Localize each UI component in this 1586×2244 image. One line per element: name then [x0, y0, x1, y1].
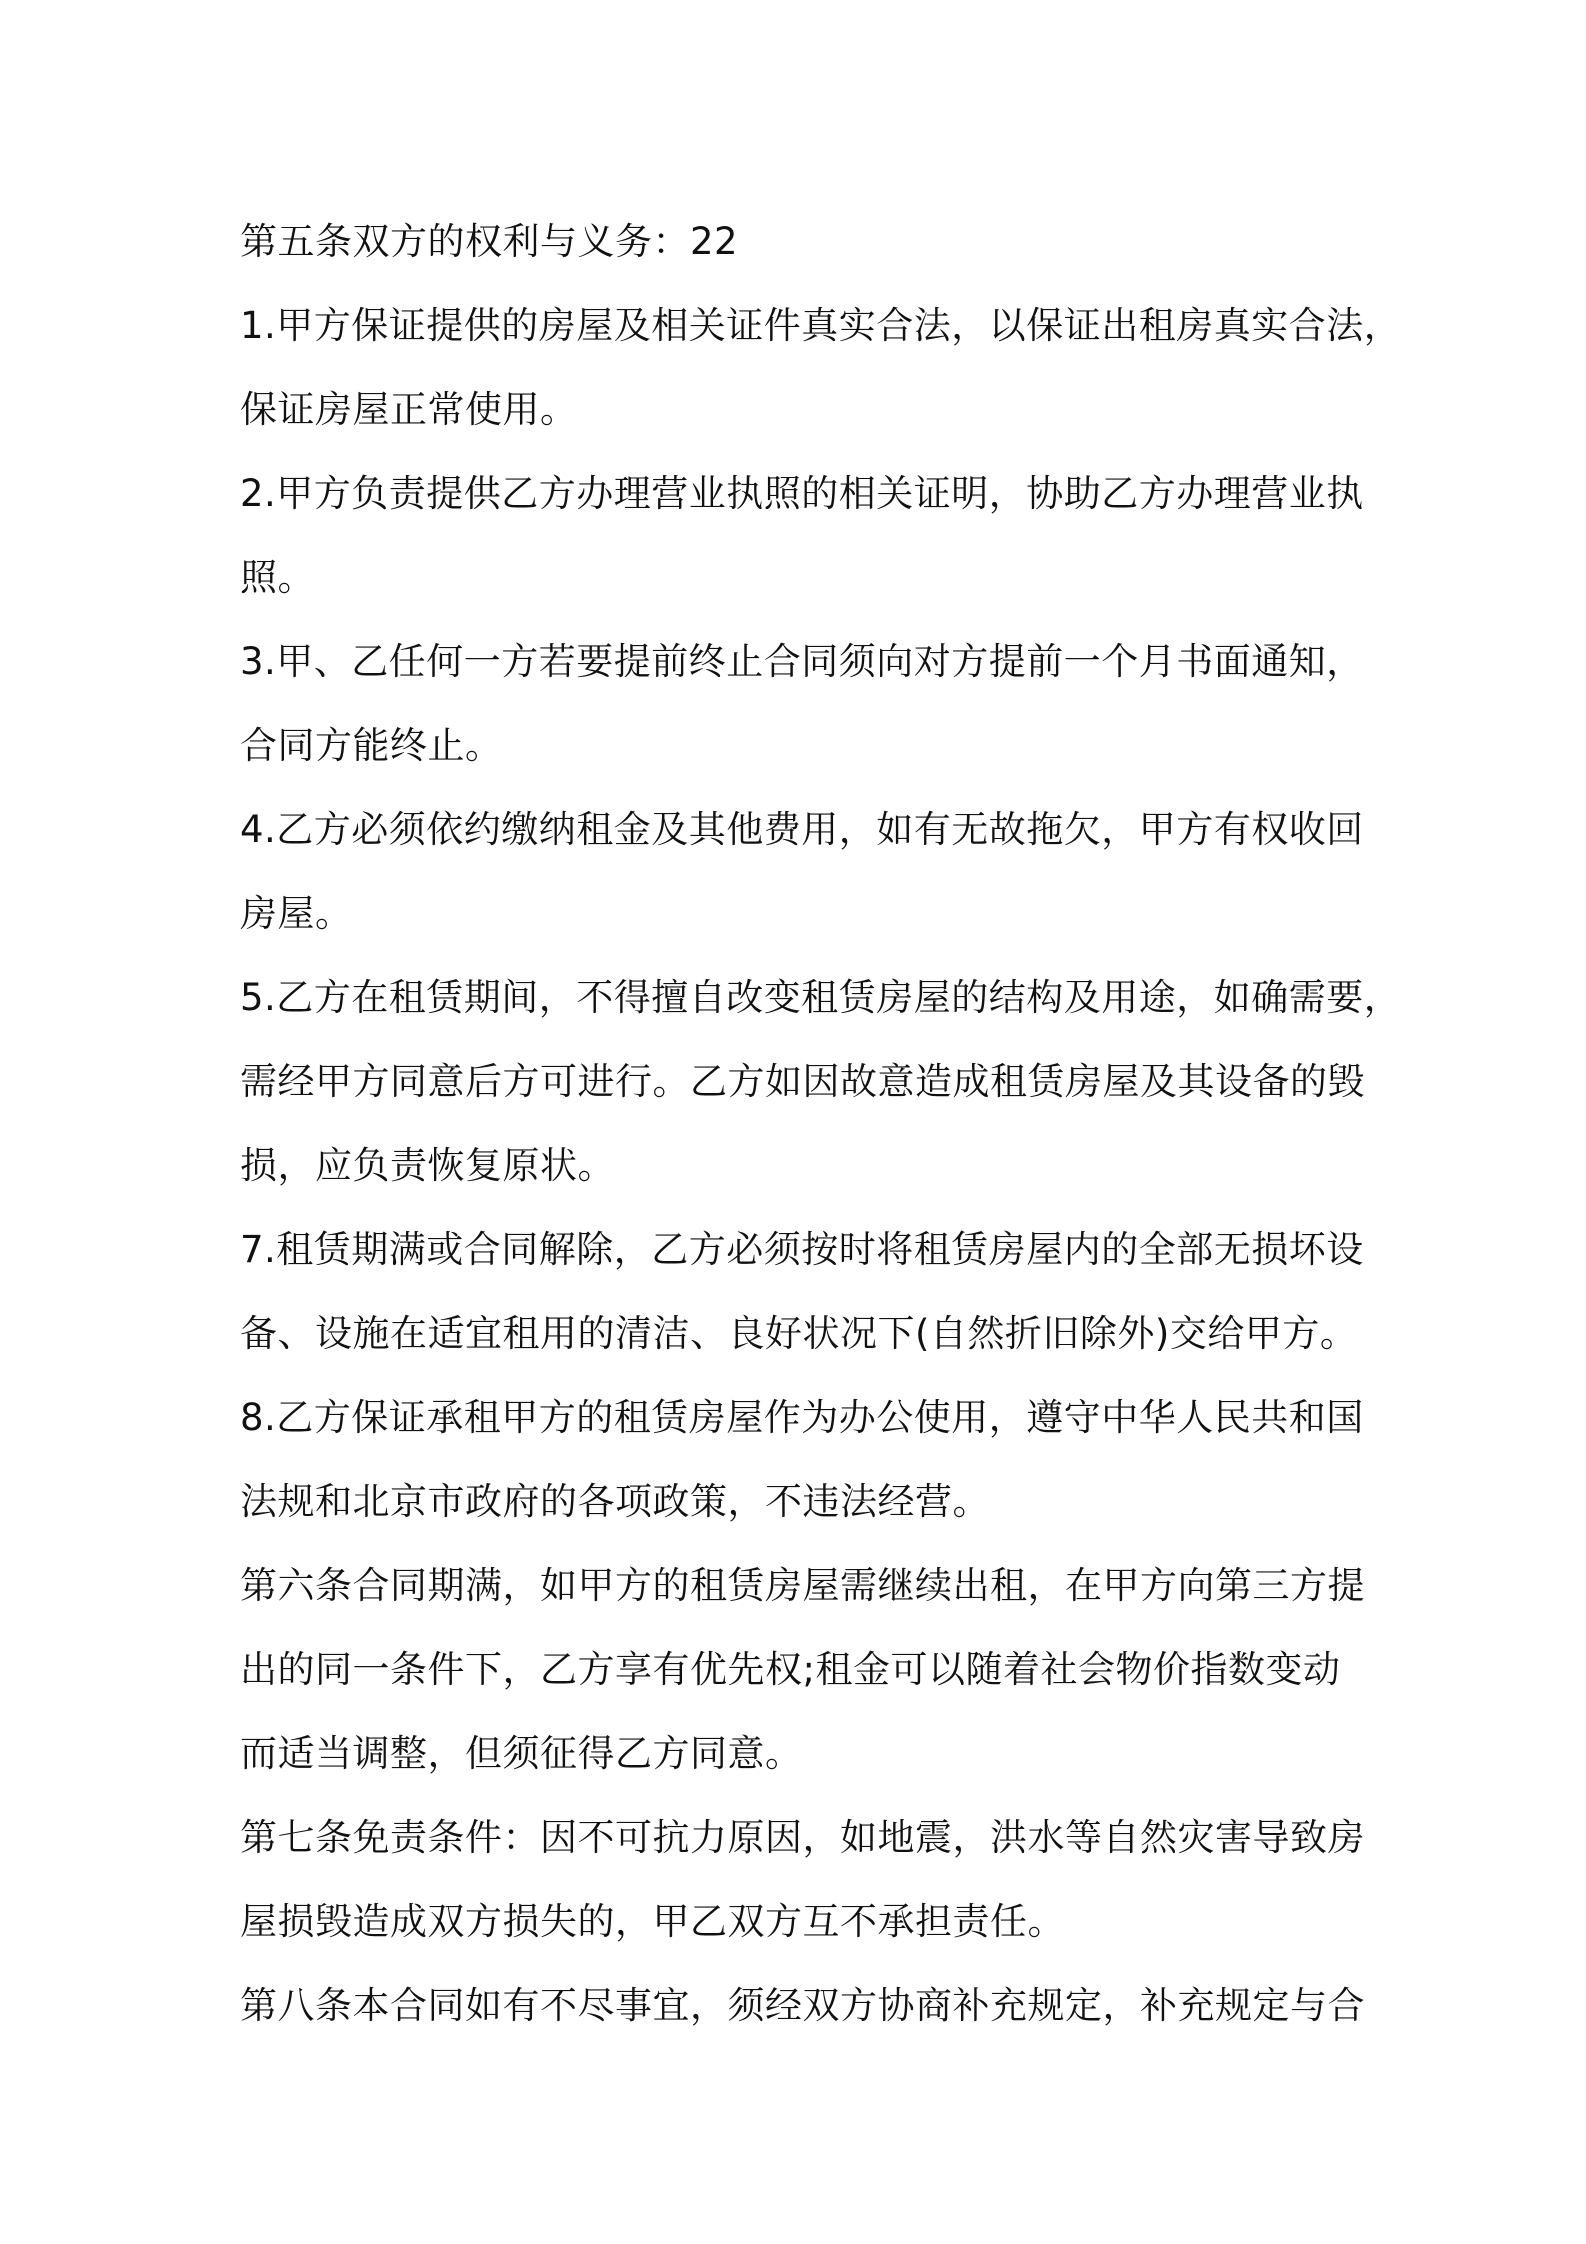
text-line: 1.甲方保证提供的房屋及相关证件真实合法，以保证出租房真实合法，: [240, 304, 1402, 347]
document-body: [240, 200, 1402, 2048]
text-line: 3.甲、乙任何一方若要提前终止合同须向对方提前一个月书面通知，: [240, 640, 1364, 683]
text-line: 屋损毁造成双方损失的，甲乙双方互不承担责任。: [240, 1900, 1065, 1943]
text-line: 第八条本合同如有不尽事宜，须经双方协商补充规定，补充规定与合: [240, 1984, 1365, 2027]
text-line: 2.甲方负责提供乙方办理营业执照的相关证明，协助乙方办理营业执: [240, 472, 1364, 515]
text-line: 7.租赁期满或合同解除，乙方必须按时将租赁房屋内的全部无损坏设: [240, 1228, 1364, 1271]
text-line: 出的同一条件下，乙方享有优先权;租金可以随着社会物价指数变动: [240, 1648, 1341, 1691]
text-line: 而适当调整，但须征得乙方同意。: [240, 1732, 803, 1775]
text-line: 照。: [240, 556, 315, 599]
text-line: 第七条免责条件：因不可抗力原因，如地震，洪水等自然灾害导致房: [240, 1816, 1365, 1859]
text-line: 需经甲方同意后方可进行。乙方如因故意造成租赁房屋及其设备的毁: [240, 1060, 1365, 1103]
text-line: 合同方能终止。: [240, 724, 503, 767]
text-line: 4.乙方必须依约缴纳租金及其他费用，如有无故拖欠，甲方有权收回: [240, 808, 1364, 851]
text-line: 损，应负责恢复原状。: [240, 1144, 615, 1187]
text-line: 保证房屋正常使用。: [240, 388, 578, 431]
text-line: 房屋。: [240, 892, 353, 935]
text-line: 第五条双方的权利与义务：22: [240, 220, 739, 263]
text-line: 8.乙方保证承租甲方的租赁房屋作为办公使用，遵守中华人民共和国: [240, 1396, 1364, 1439]
text-line: 5.乙方在租赁期间，不得擅自改变租赁房屋的结构及用途，如确需要，: [240, 976, 1402, 1019]
text-line: 法规和北京市政府的各项政策，不违法经营。: [240, 1480, 990, 1523]
text-line: 备、设施在适宜租用的清洁、良好状况下(自然折旧除外)交给甲方。: [240, 1312, 1358, 1355]
text-line: 第六条合同期满，如甲方的租赁房屋需继续出租，在甲方向第三方提: [240, 1564, 1365, 1607]
